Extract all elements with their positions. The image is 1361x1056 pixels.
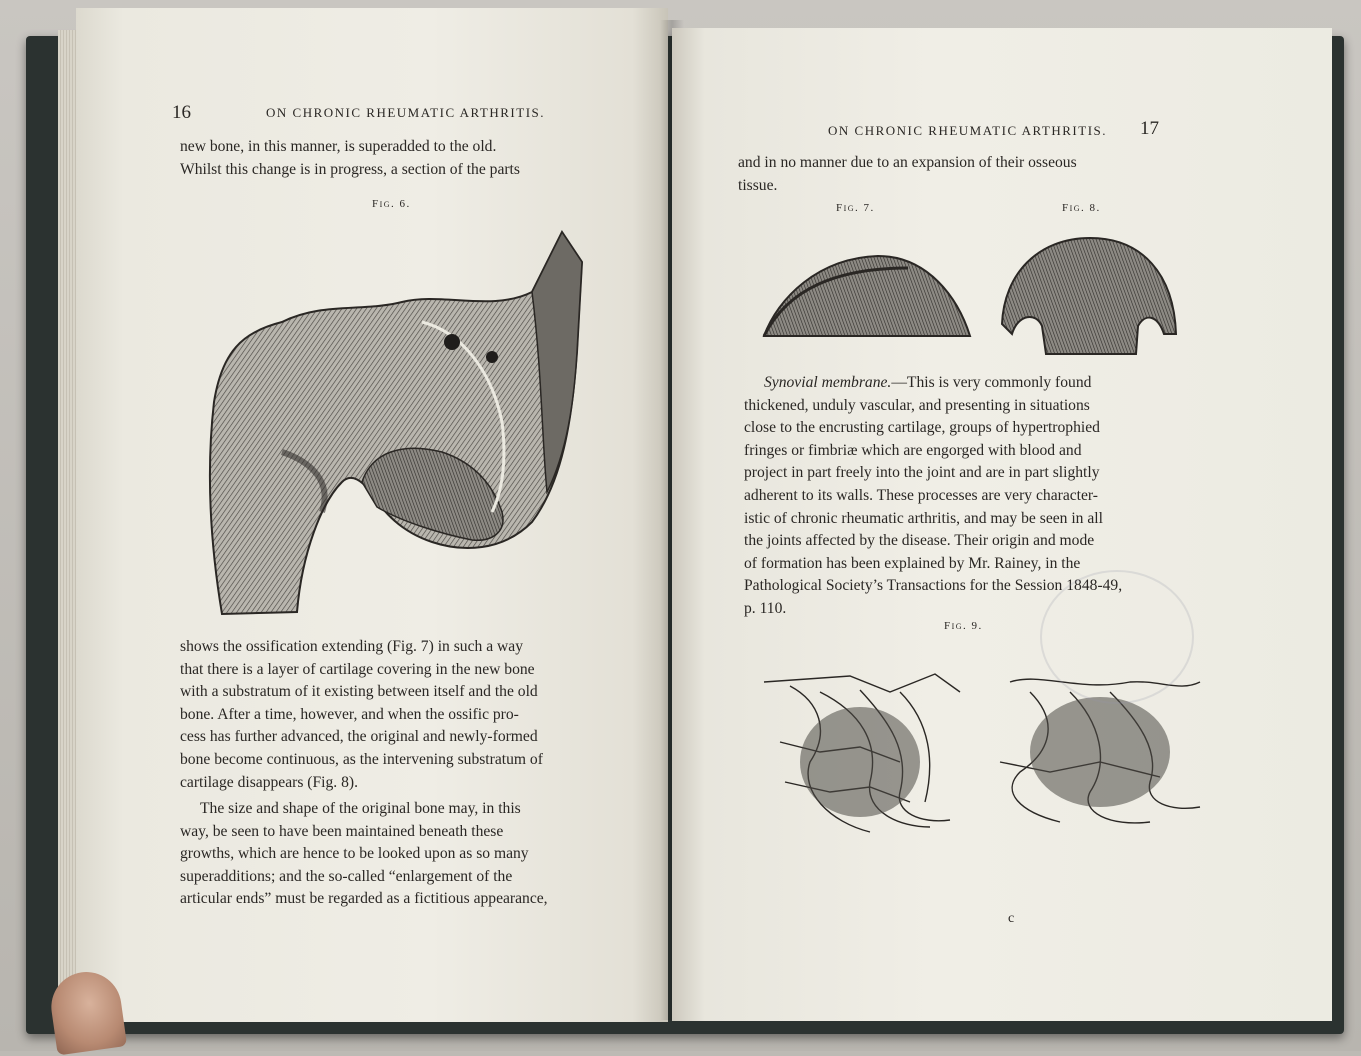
left-top-text xyxy=(180,136,616,181)
text-line: cartilage disappears (Fig. 8). xyxy=(180,773,358,791)
text-span: —This is very commonly found xyxy=(891,374,1092,391)
figure-8-section xyxy=(998,234,1178,360)
page-edges xyxy=(58,30,78,1020)
synovial-heading: Synovial membrane. xyxy=(764,374,892,391)
signature-mark: c xyxy=(1008,911,1015,926)
text-line: new bone, in this manner, is superadded to the old. xyxy=(180,138,497,155)
figure-7-section xyxy=(758,238,972,342)
text-line: adherent to its walls. These processes are very character- xyxy=(744,486,1098,504)
text-line: growths, which are hence to be looked upon as so many xyxy=(180,845,529,863)
right-page xyxy=(672,28,1332,1021)
text-line: articular ends” must be regarded as a fictitious appearance, xyxy=(180,890,548,908)
left-page xyxy=(76,8,668,1022)
figure-6-bone-section xyxy=(202,222,602,622)
text-line: and in no manner due to an expansion of their osseous xyxy=(738,154,1077,171)
running-head-left: ON CHRONIC RHEUMATIC ARTHRITIS. xyxy=(266,105,546,120)
text-line: project in part freely into the joint and are in part slightly xyxy=(744,464,1100,482)
text-line: of formation has been explained by Mr. Rainey, in the xyxy=(744,554,1081,572)
figure-9-label: Fig. 9. xyxy=(944,620,983,632)
text-line: that there is a layer of cartilage covering in the new bone xyxy=(180,660,535,678)
text-line: fringes or fimbriæ which are engorged with blood and xyxy=(744,441,1082,459)
text-line: close to the encrusting cartilage, groups of hypertrophied xyxy=(744,419,1100,437)
text-line: way, be seen to have been maintained beneath these xyxy=(180,822,504,840)
figure-6-label: Fig. 6. xyxy=(372,198,411,210)
page-number-left: 16 xyxy=(172,102,191,123)
running-head-right: ON CHRONIC RHEUMATIC ARTHRITIS. xyxy=(828,123,1108,138)
text-line: superadditions; and the so-called “enlargement of the xyxy=(180,867,513,885)
text-line: tissue. xyxy=(738,176,778,194)
text-line: bone become continuous, as the intervening substratum of xyxy=(180,750,543,768)
figure-8-label: Fig. 8. xyxy=(1062,202,1101,214)
page-number-right: 17 xyxy=(1140,118,1159,139)
text-line: cess has further advanced, the original and newly-formed xyxy=(180,728,538,746)
text-line: The size and shape of the original bone may, in this xyxy=(200,800,521,817)
text-line: thickened, unduly vascular, and presenting in situations xyxy=(744,396,1090,414)
text-line: shows the ossification extending (Fig. 7) in such a way xyxy=(180,638,524,655)
library-stamp xyxy=(1040,570,1194,704)
text-line: bone. After a time, however, and when the ossific pro- xyxy=(180,705,519,723)
right-top-text xyxy=(738,152,1170,197)
text-line: the joints affected by the disease. Their origin and mode xyxy=(744,532,1095,550)
figure-7-label: Fig. 7. xyxy=(836,202,875,214)
text-line xyxy=(744,372,1178,395)
left-paragraph-1 xyxy=(180,636,616,794)
text-line: istic of chronic rheumatic arthritis, and may be seen in all xyxy=(744,509,1103,527)
text-line: Pathological Society’s Transactions for the Session 1848-49, xyxy=(744,577,1123,595)
text-line: Whilst this change is in progress, a section of the parts xyxy=(180,160,520,178)
text-line: p. 110. xyxy=(744,599,787,617)
left-paragraph-2 xyxy=(180,798,616,911)
text-line: with a substratum of it existing between itself and the old xyxy=(180,683,538,701)
